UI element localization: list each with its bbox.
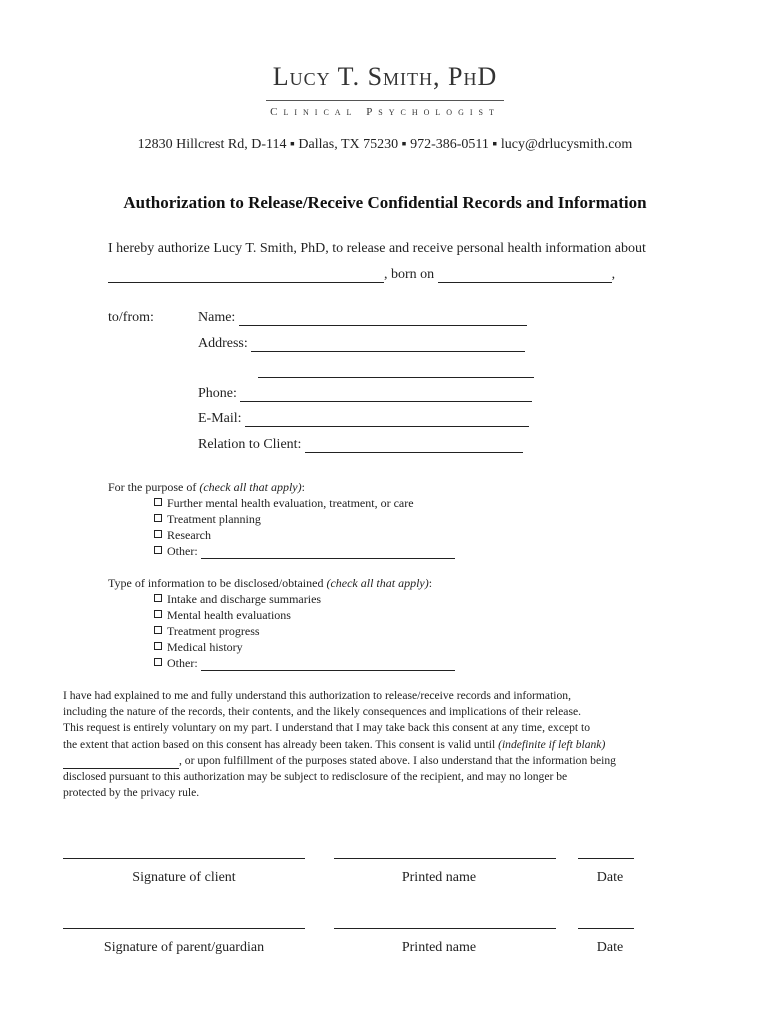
purpose-option-1[interactable]: [154, 496, 414, 511]
email-field[interactable]: [245, 412, 529, 427]
letterhead-name: Lucy T. Smith, PhD: [272, 62, 498, 91]
purpose-colon: :: [301, 480, 305, 494]
info-other-field[interactable]: [201, 659, 455, 671]
info-option-4[interactable]: [154, 640, 243, 655]
purpose-heading: For the purpose of: [108, 480, 197, 494]
info-option-5[interactable]: [154, 656, 455, 671]
info-option-3[interactable]: [154, 624, 260, 639]
recipient-name-field[interactable]: [239, 311, 527, 326]
name-row: [198, 310, 527, 326]
info-option-label: Treatment progress: [167, 624, 260, 638]
letterhead-divider: [266, 100, 504, 101]
name-label: Name:: [198, 310, 236, 325]
info-option-label: Mental health evaluations: [167, 608, 291, 622]
client-signature-line[interactable]: [63, 858, 305, 859]
consent-paragraph: [63, 688, 713, 801]
address-row: [198, 336, 525, 352]
info-heading: Type of information to be disclosed/obtained: [108, 576, 324, 590]
address-label: Address:: [198, 336, 248, 351]
checkbox-icon[interactable]: [154, 498, 162, 506]
contact-line: 12830 Hillcrest Rd, D-114 ▪ Dallas, TX 75230 ▪ 972-386-0511 ▪ lucy@drlucysmith.com: [137, 137, 633, 152]
date-line-2[interactable]: [578, 928, 634, 929]
printed-name-label-2: Printed name: [401, 940, 477, 955]
info-option-label: Medical history: [167, 640, 243, 654]
checkbox-icon[interactable]: [154, 642, 162, 650]
purpose-option-2[interactable]: [154, 512, 261, 527]
info-option-2[interactable]: [154, 608, 291, 623]
consent-line: disclosed pursuant to this authorization may be subject to redisclosure of the recipient, and may no longer be: [63, 770, 568, 784]
consent-text: , or upon fulfillment of the purposes stated above. I also understand that the information being: [179, 753, 616, 767]
purpose-hint: (check all that apply): [199, 480, 302, 494]
relation-label: Relation to Client:: [198, 437, 302, 452]
info-option-1[interactable]: [154, 592, 321, 607]
consent-line: including the nature of the records, their contents, and the likely consequences and implications of their release.: [63, 705, 581, 719]
purpose-heading-row: [108, 480, 305, 495]
purpose-option-label: Further mental health evaluation, treatment, or care: [167, 496, 414, 510]
birth-date-field[interactable]: [438, 268, 612, 283]
date-line-1[interactable]: [578, 858, 634, 859]
purpose-option-label: Other:: [167, 544, 198, 558]
address-field-2[interactable]: [258, 363, 534, 378]
info-heading-row: [108, 576, 432, 591]
consent-line: This request is entirely voluntary on my part. I understand that I may take back this consent at any time, except to: [63, 721, 591, 735]
expiry-date-field[interactable]: [63, 757, 179, 769]
consent-hint: (indefinite if left blank): [498, 737, 606, 751]
printed-name-label-1: Printed name: [401, 870, 477, 885]
address-field-1[interactable]: [251, 337, 525, 352]
client-name-field[interactable]: [108, 268, 384, 283]
date-label-1: Date: [596, 870, 624, 885]
consent-line-expiry: [63, 753, 713, 769]
checkbox-icon[interactable]: [154, 658, 162, 666]
to-from-label: to/from:: [108, 310, 154, 325]
phone-label: Phone:: [198, 386, 237, 401]
email-row: [198, 411, 529, 427]
purpose-option-4[interactable]: [154, 544, 455, 559]
info-colon: :: [428, 576, 433, 590]
client-line: [108, 267, 615, 283]
purpose-option-3[interactable]: [154, 528, 211, 543]
info-hint: (check all that apply): [326, 576, 429, 590]
info-option-label: Other:: [167, 656, 198, 670]
intro-text: I hereby authorize Lucy T. Smith, PhD, to release and receive personal health information about: [108, 241, 646, 256]
phone-row: [198, 386, 532, 402]
born-on-label: , born on: [384, 267, 435, 282]
email-label: E-Mail:: [198, 411, 242, 426]
address-row-2: [258, 362, 534, 378]
checkbox-icon[interactable]: [154, 546, 162, 554]
letterhead-title: Clinical Psychologist: [270, 106, 500, 118]
checkbox-icon[interactable]: [154, 594, 162, 602]
consent-line: protected by the privacy rule.: [63, 786, 200, 800]
date-label-2: Date: [596, 940, 624, 955]
relation-field[interactable]: [305, 438, 523, 453]
printed-name-line-2[interactable]: [334, 928, 556, 929]
consent-line-valid-until: [63, 737, 713, 753]
checkbox-icon[interactable]: [154, 530, 162, 538]
relation-row: [198, 437, 523, 453]
printed-name-line-1[interactable]: [334, 858, 556, 859]
checkbox-icon[interactable]: [154, 610, 162, 618]
born-end-punct: ,: [611, 267, 616, 282]
info-option-label: Intake and discharge summaries: [167, 592, 322, 606]
purpose-option-label: Research: [167, 528, 211, 542]
purpose-other-field[interactable]: [201, 547, 455, 559]
guardian-signature-label: Signature of parent/guardian: [103, 940, 265, 955]
checkbox-icon[interactable]: [154, 514, 162, 522]
phone-field[interactable]: [240, 387, 532, 402]
guardian-signature-line[interactable]: [63, 928, 305, 929]
consent-line: I have had explained to me and fully understand this authorization to release/receive records and information,: [63, 689, 572, 702]
client-signature-label: Signature of client: [132, 870, 236, 885]
form-title: Authorization to Release/Receive Confidential Records and Information: [123, 193, 647, 212]
consent-text: the extent that action based on this consent has already been taken. This consent is valid until: [63, 737, 496, 751]
checkbox-icon[interactable]: [154, 626, 162, 634]
purpose-option-label: Treatment planning: [167, 512, 261, 526]
